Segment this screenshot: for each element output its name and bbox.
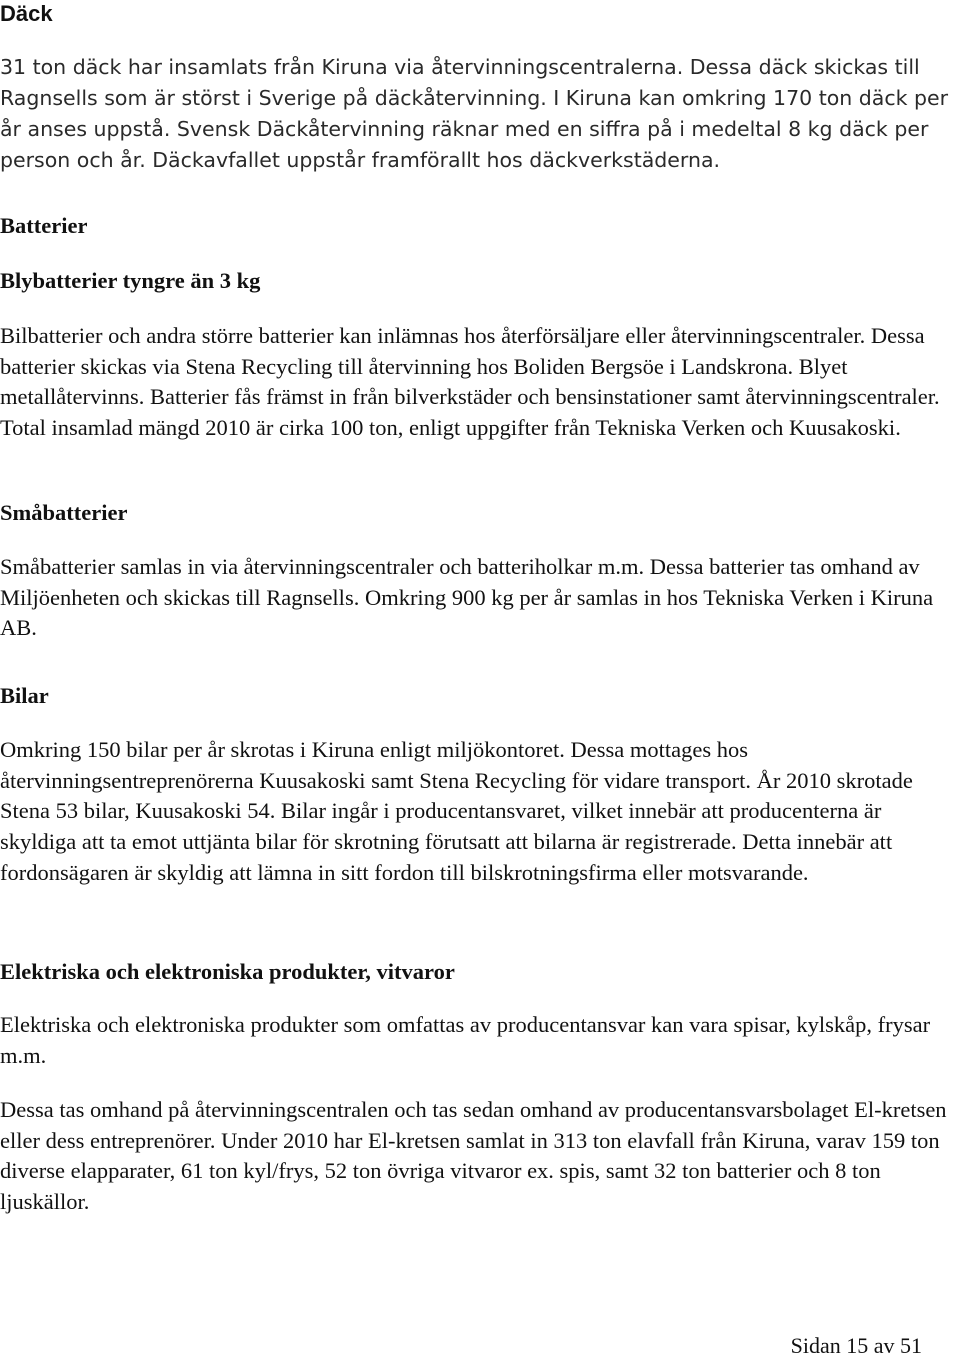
section-heading-elektriska: Elektriska och elektroniska produkter, vitvaror (0, 959, 455, 984)
page-number: Sidan 15 av 51 (790, 1333, 922, 1358)
paragraph-elektriska-2: Dessa tas omhand på återvinningscentralen och tas sedan omhand av producentansvarsbolaget El-kretsen eller dess entreprenörer. Under 2010 har El-kretsen samlat in 313 ton elavfall från Kiruna, varav 159 ton diverse elapparater, 61 ton kyl/frys, 52 ton övriga vitvaror ex. spis, samt 32 ton batterier och 8 ton ljuskällor. (0, 1097, 947, 1215)
paragraph-dack: 31 ton däck har insamlats från Kiruna via återvinningscentralerna. Dessa däck skickas till Ragnsells som är störst i Sverige på däckåtervinning. I Kiruna kan omkring 170 ton däck per år anses uppstå. Svensk Däckåtervinning räknar med en siffra på i medeltal 8 kg däck per person och år. Däckavfallet uppstår framförallt hos däckverkstäderna. (0, 55, 949, 172)
section-heading-bilar: Bilar (0, 683, 49, 708)
section-heading-smabatterier: Småbatterier (0, 500, 128, 525)
paragraph-batterier: Bilbatterier och andra större batterier kan inlämnas hos återförsäljare eller återvinningscentraler. Dessa batterier skickas via Stena Recycling till återvinning hos Boliden Bergsöe i Landskrona. Blyet metallåtervinns. Batterier fås främst in från bilverkstäder och bensinstationer samt återvinningscentraler. Total insamlad mängd 2010 är cirka 100 ton, enligt uppgifter från Tekniska Verken och Kuusakoski. (0, 323, 940, 441)
section-heading-dack: Däck (0, 1, 53, 26)
paragraph-elektriska-1: Elektriska och elektroniska produkter som omfattas av producentansvar kan vara spisar, kylskåp, frysar m.m. (0, 1012, 931, 1068)
subheading-blybatterier: Blybatterier tyngre än 3 kg (0, 268, 261, 293)
paragraph-smabatterier: Småbatterier samlas in via återvinningscentraler och batteriholkar m.m. Dessa batterier tas omhand av Miljöenheten och skickas till Ragnsells. Omkring 900 kg per år samlas in hos Tekniska Verken i Kiruna AB. (0, 554, 934, 641)
paragraph-bilar: Omkring 150 bilar per år skrotas i Kiruna enligt miljökontoret. Dessa mottages hos återvinningsentreprenörerna Kuusakoski samt Stena Recycling för vidare transport. År 2010 skrotade Stena 53 bilar, Kuusakoski 54. Bilar ingår i producentansvaret, vilket innebär att producenterna är skyldiga att ta emot uttjänta bilar för skrotning förutsatt att bilarna är registrerade. Detta innebär att fordonsägaren är skyldig att lämna in sitt fordon till bilskrotningsfirma eller motsvarande. (0, 737, 913, 885)
section-heading-batterier: Batterier (0, 213, 88, 238)
